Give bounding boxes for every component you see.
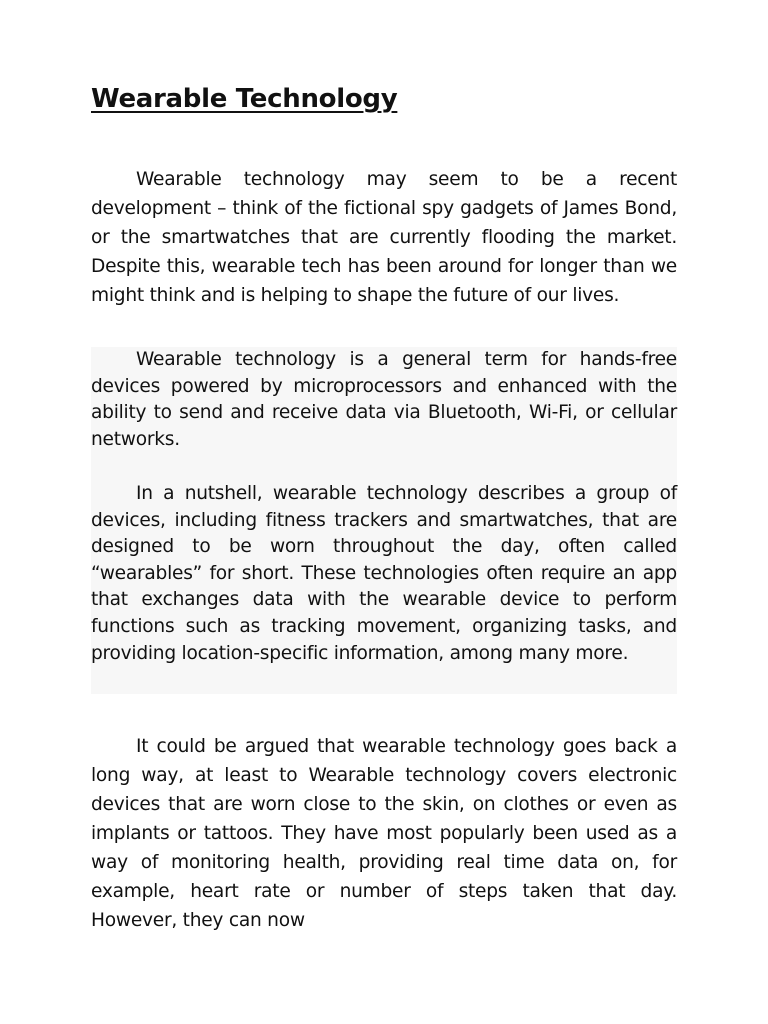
paragraph-nutshell: In a nutshell, wearable technology describes a group of devices, including fitness trackers and smartwatches, that are designed to be worn throughout the day, often called “wearables” for short. These technologies often require an app that exchanges data with the wearable device to perform functions such as tracking movement, organizing tasks, and providing location-specific information, among many more. <box>91 483 677 664</box>
paragraph-history: It could be argued that wearable technology goes back a long way, at least to Wearable technology covers electronic devices that are worn close to the skin, on clothes or even as implants or tattoos. They have most popularly been used as a way of monitoring health, providing real time data on, for example, heart rate or number of steps taken that day. However, they can now <box>91 736 677 931</box>
paragraph-definition: Wearable technology is a general term for hands-free devices powered by microprocessors and enhanced with the ability to send and receive data via Bluetooth, Wi-Fi, or cellular networks. <box>91 349 677 450</box>
document-title: Wearable Technology <box>91 84 398 114</box>
paragraph-intro: Wearable technology may seem to be a recent development – think of the fictional spy gadgets of James Bond, or the smartwatches that are currently flooding the market. Despite this, wearable tech has been around for longer than we might think and is helping to shape the future of our lives. <box>91 169 677 306</box>
